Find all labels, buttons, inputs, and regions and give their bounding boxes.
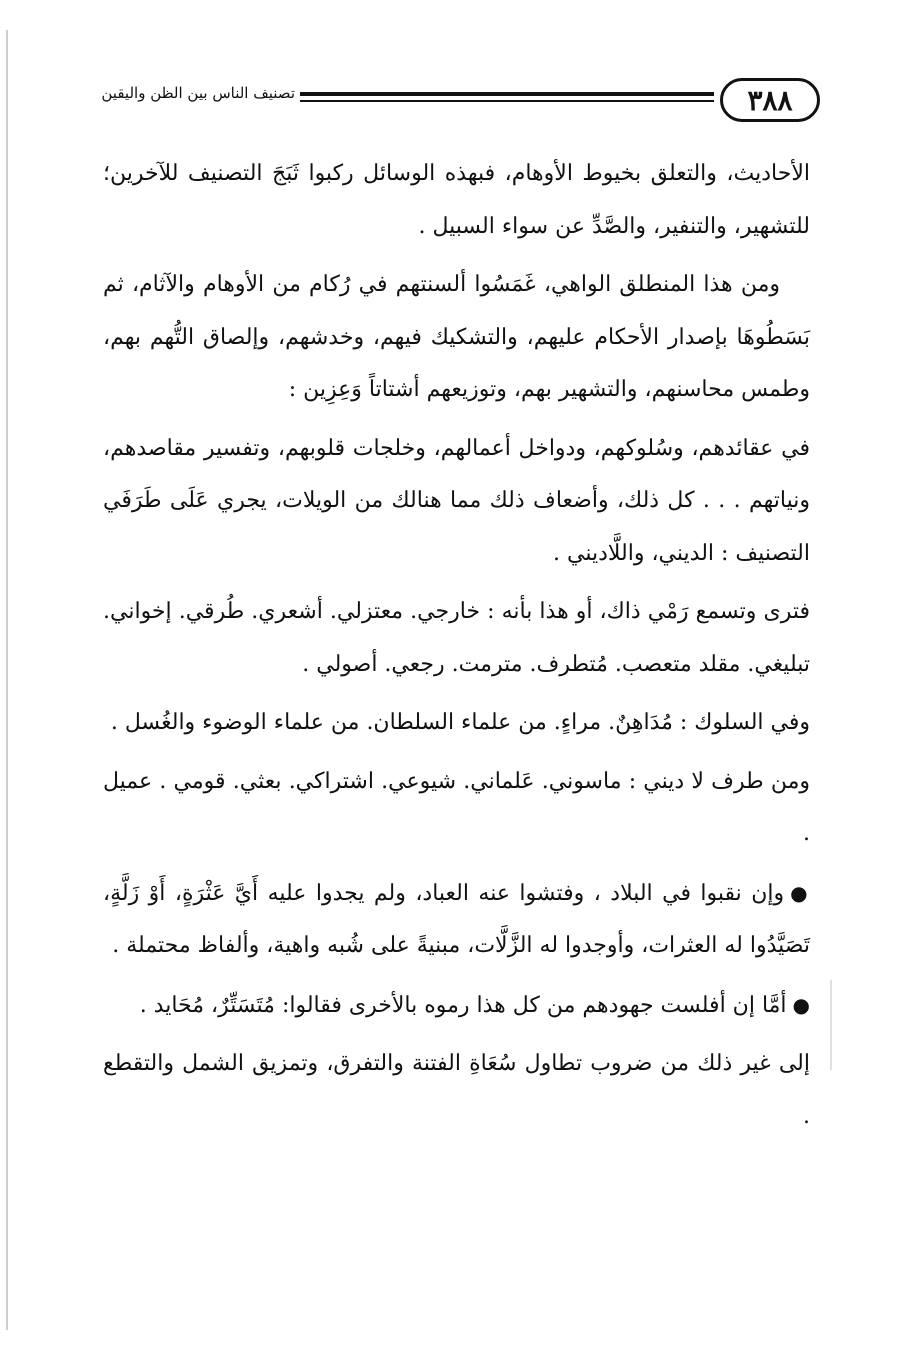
page-header [100,74,820,126]
paragraph [103,756,810,861]
paragraph-text: إلى غير ذلك من ضروب تطاول سُعَاةِ الفتنة والتفرق، وتمزيق الشمل والتقطع . [103,1051,810,1129]
paragraph [103,423,810,581]
paragraph [103,148,810,253]
paragraph-text: وفي السلوك : مُدَاهِنٌ. مراءٍ. من علماء السلطان. من علماء الوضوء والغُسل . [110,710,810,735]
page-body [103,148,810,1149]
paragraph-text: ومن طرف لا ديني : ماسوني. عَلماني. شيوعي. اشتراكي. بعثي. قومي . عميل . [103,768,810,846]
bullet-icon: ● [790,880,810,905]
bullet-paragraph [103,979,810,1033]
bullet-icon: ● [792,992,810,1017]
bullet-paragraph [103,867,810,973]
paragraph-text: الأحاديث، والتعلق بخيوط الأوهام، فبهذه الوسائل ركبوا ثَبَجَ التصنيف للآخرين؛ للتشهير، والتنفير، والصَّدِّ عن سواء السبيل . [103,161,810,239]
scan-artifact [830,980,832,1070]
paragraph [103,1038,810,1143]
scan-artifact [6,30,8,1330]
header-rule-thin [300,100,714,102]
page-number-badge: ٣٨٨ [720,78,820,122]
running-title: تصنيف الناس بين الظن واليقين [101,84,295,102]
header-rule-thick [300,92,714,96]
paragraph [103,697,810,750]
paragraph-text: وإن نقبوا في البلاد ، وفتشوا عنه العباد، ولم يجدوا عليه أَيَّ عَثْرَةٍ، أَوْ زَلَّةٍ، تَصَيَّدُوا له العثرات، وأوجدوا له الزَّلَّات، مبنيةً على شُبه واهية، وألفاظ محتملة . [103,880,810,958]
paragraph-text: فترى وتسمع رَمْي ذاك، أو هذا بأنه : خارجي. معتزلي. أشعري. طُرقي. إخواني. تبليغي. مقلد متعصب. مُتطرف. مترمت. رجعي. أصولي . [103,599,810,677]
paragraph [103,259,810,417]
paragraph-text: ومن هذا المنطلق الواهي، غَمَسُوا ألسنتهم في رُكام من الأوهام والآثام، ثم بَسَطُوهَا بإصدار الأحكام عليهم، والتشكيك فيهم، وخدشهم، وإلصاق التُّهم بهم، وطمس محاسنهم، والتشهير بهم، وتوزيعهم أشتاتاً وَعِزِين : [103,272,810,402]
paragraph-text: في عقائدهم، وسُلوكهم، ودواخل أعمالهم، وخلجات قلوبهم، وتفسير مقاصدهم، ونياتهم . . . كل ذلك، وأضعاف ذلك مما هنالك من الويلات، يجري عَلَى طَرَفَي التصنيف : الديني، واللَّاديني . [103,435,810,566]
paragraph-text: أمَّا إن أفلست جهودهم من كل هذا رموه بالأخرى فقالوا: مُتَسَتِّرٌ، مُحَايد . [139,992,787,1018]
paragraph [103,586,810,691]
